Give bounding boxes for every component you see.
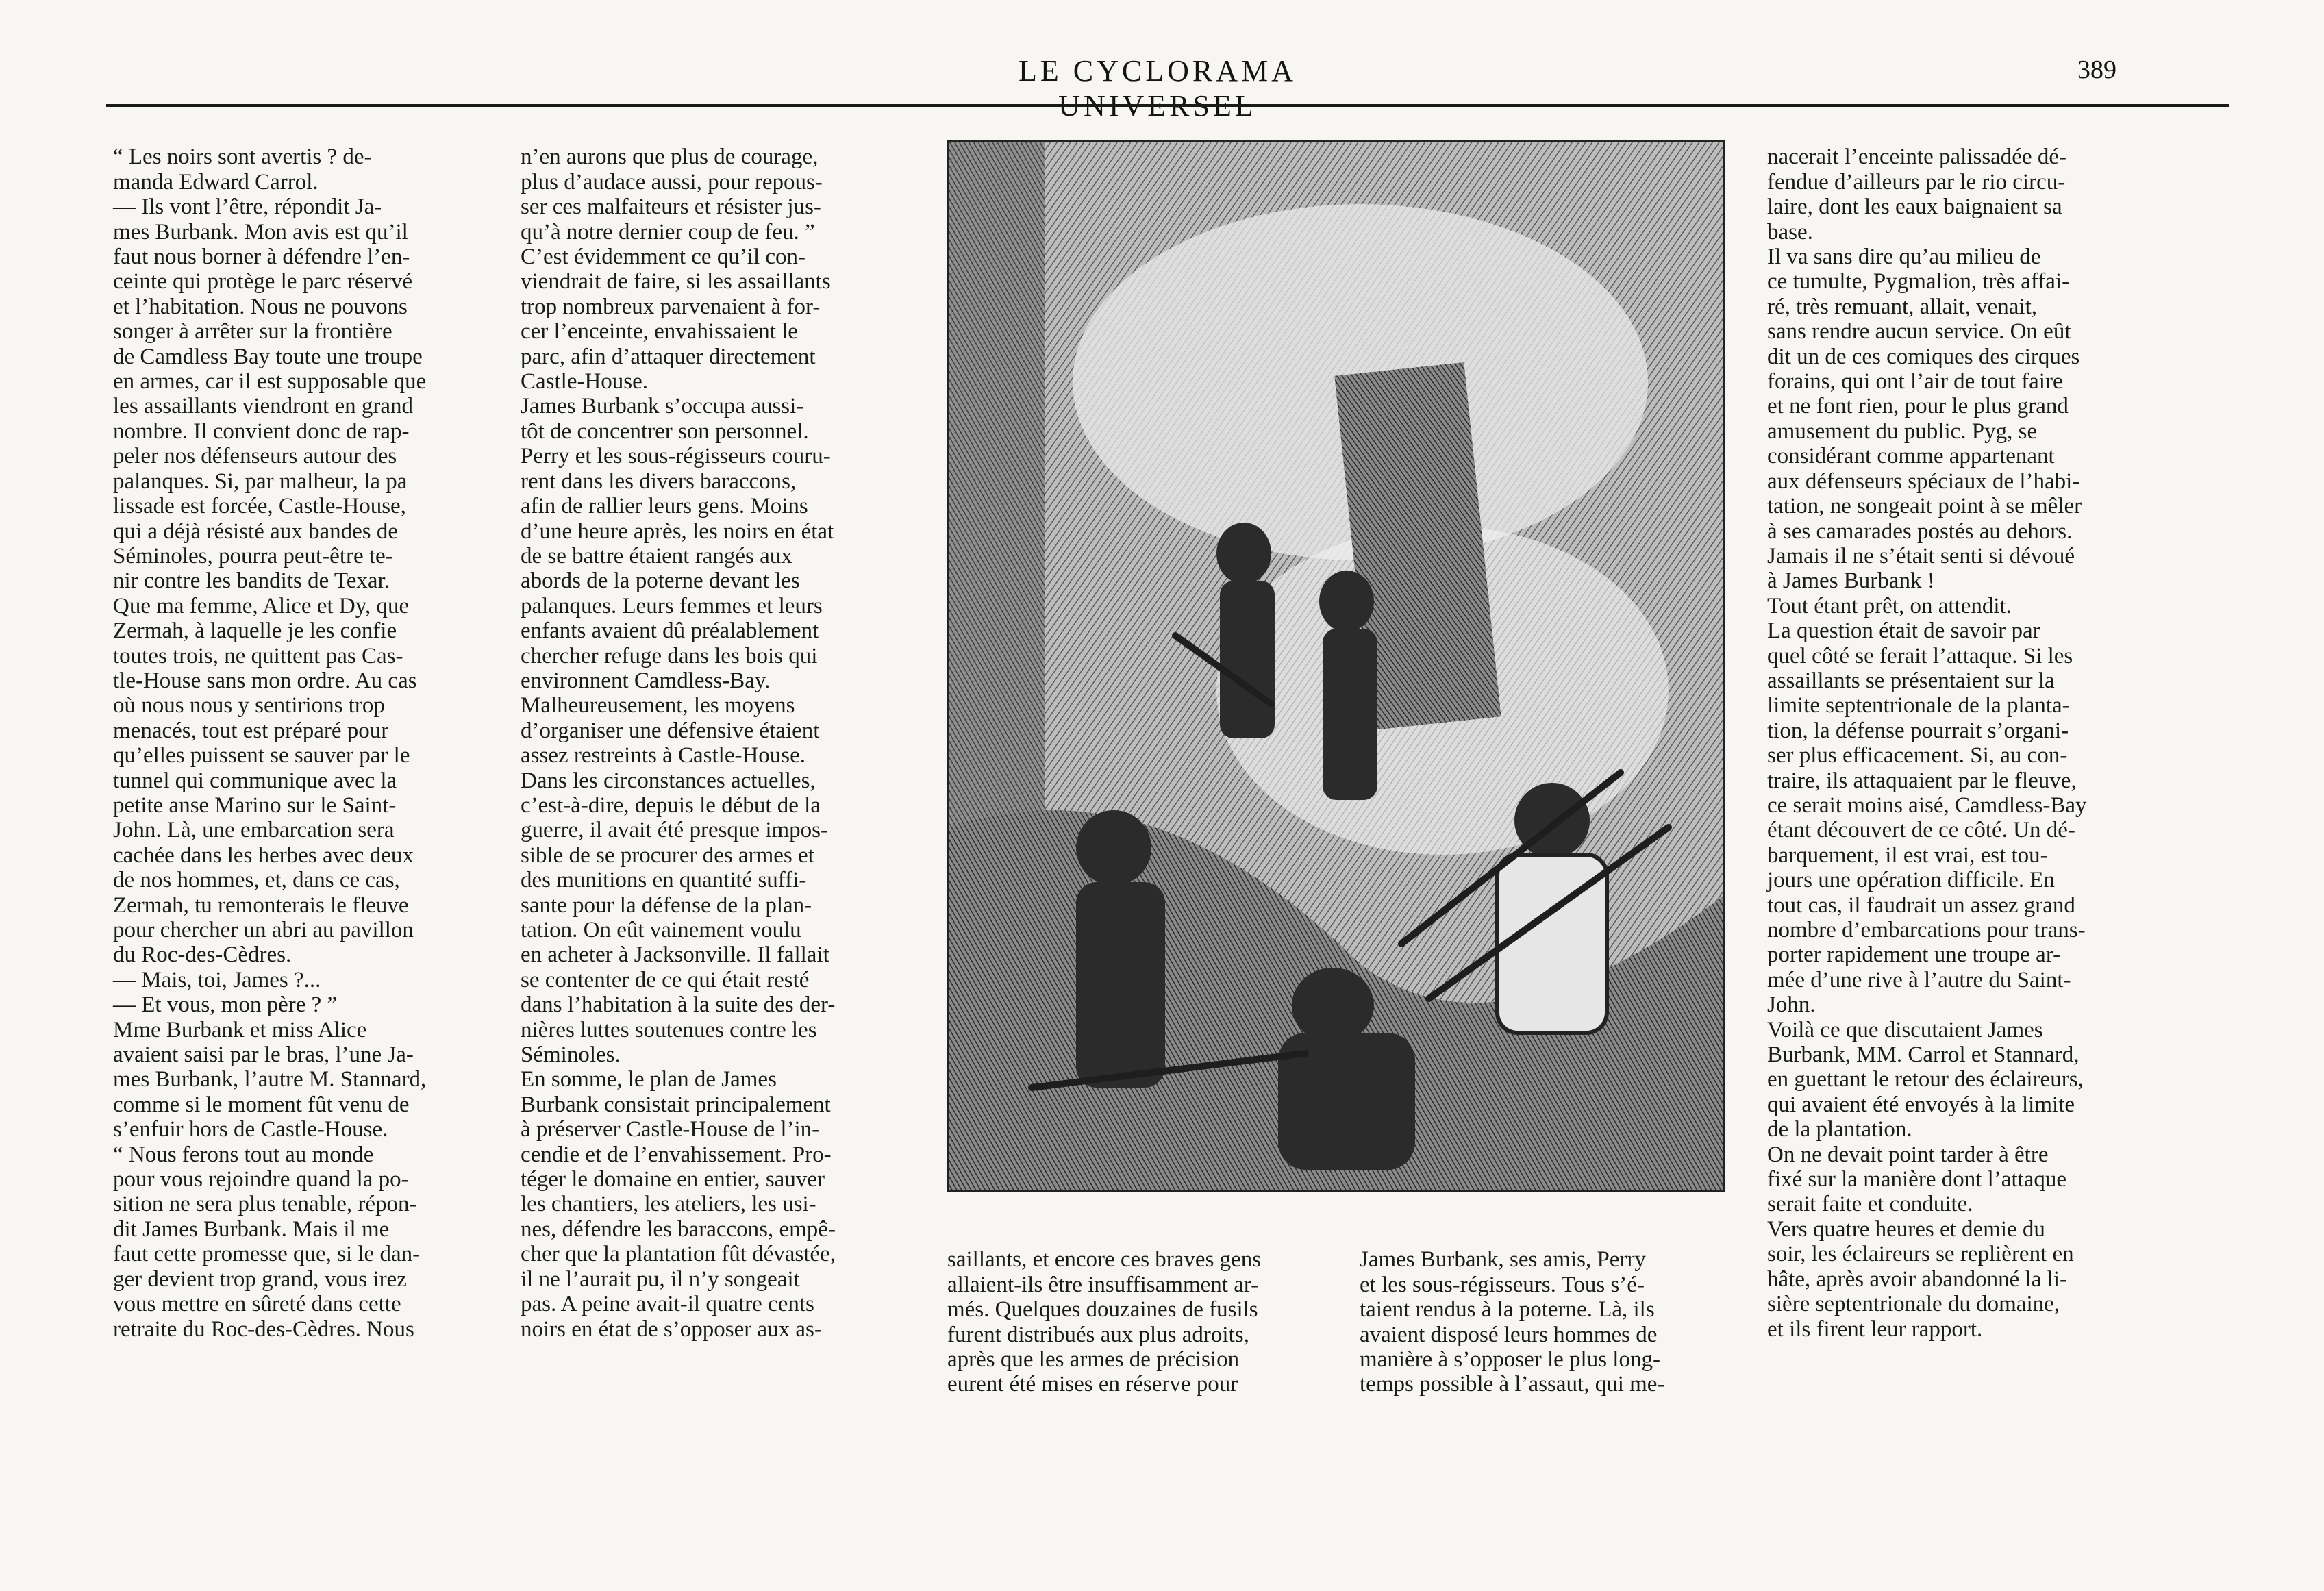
text-column-1 — [113, 120, 497, 1366]
text-column-5 — [1767, 120, 2147, 1366]
header-rule — [106, 104, 2229, 107]
page-number: 389 — [2077, 55, 2116, 84]
column-5-text: nacerait l’enceinte palissadée dé- fendue d’ailleurs par le rio circu- laire, dont les eaux baignaient sa base. Il va sans dire qu’au milieu de ce tumulte, Pygmalion, très affai- ré, très remuant, allait, venait, sans rendre aucun service. On eût dit un de ces comiques des cirques forains, qui ont l’air de tout faire et ne font rien, pour le plus grand amusement du public. Pyg, se considérant comme appartenant aux défenseurs spéciaux de l’habi- tation, ne songeait point à se mêler à ses camarades postés au dehors. Jamais il ne s’était senti si dévoué à James Burbank ! Tout étant prêt, on attendit. La question était de savoir par quel côté se ferait l’attaque. Si les assaillants se présentaient sur la limite septentrionale de la planta- tion, la défense pourrait s’organi- ser plus efficacement. Si, au con- traire, ils attaquaient par le fleuve, ce serait moins aisé, Camdless-Bay étant découvert de ce côté. Un dé- barquement, il est vrai, est tou- jours une opération difficile. En tout cas, il faudrait un assez grand nombre d’embarcations pour trans- porter rapidement une troupe ar- mée d’une rive à l’autre du Saint- John. Voilà ce que discutaient James Burbank, MM. Carrol et Stannard, en guettant le retour des éclaireurs, qui avaient été envoyés à la limite de la plantation. On ne devait point tarder à être fixé sur la manière dont l’attaque serait faite et conduite. Vers quatre heures et demie du soir, les éclaireurs se replièrent en hâte, après avoir abandonné la li- sière septentrionale du domaine, et ils firent leur rapport. — [1767, 145, 2087, 1342]
column-1-text: “ Les noirs sont avertis ? de- manda Edward Carrol. — Ils vont l’être, répondit Ja- mes Burbank. Mon avis est qu’il faut nous borner à défendre l’en- ceinte qui protège le parc réservé et l’habitation. Nous ne pouvons songer à arrêter sur la frontière de Camdless Bay toute une troupe en armes, car il est supposable que les assaillants viendront en grand nombre. Il convient donc de rap- peler nos défenseurs autour des palanques. Si, par malheur, la pa lissade est forcée, Castle-House, qui a déjà résisté aux bandes de Séminoles, pourra peut-être te- nir contre les bandits de Texar. Que ma femme, Alice et Dy, que Zermah, à laquelle je les confie toutes trois, ne quittent pas Cas- tle-House sans mon ordre. Au cas où nous nous y sentirions trop menacés, tout est préparé pour qu’elles puissent se sauver par le tunnel qui communique avec la petite anse Marino sur le Saint- John. Là, une embarcation sera cachée dans les herbes avec deux de nos hommes, et, dans ce cas, Zermah, tu remonterais le fleuve pour chercher un abri au pavillon du Roc-des-Cèdres. — Mais, toi, James ?... — Et vous, mon père ? ” Mme Burbank et miss Alice avaient saisi par le bras, l’une Ja- mes Burbank, l’autre M. Stannard, comme si le moment fût venu de s’enfuir hors de Castle-House. “ Nous ferons tout au monde pour vous rejoindre quand la po- sition ne sera plus tenable, répon- dit James Burbank. Mais il me faut cette promesse que, si le dan- ger devient trop grand, vous irez vous mettre en sûreté dans cette retraite du Roc-des-Cèdres. Nous — [113, 145, 427, 1342]
text-column-4 — [1360, 1223, 1740, 1422]
column-3-text: saillants, et encore ces braves gens allaient-ils être insuffisamment ar- més. Quelques douzaines de fusils furent distribués aux plus adroits, après que les armes de précision eurent été mises en réserve pour — [947, 1247, 1262, 1397]
column-4-text: James Burbank, ses amis, Perry et les sous-régisseurs. Tous s’é- taient rendus à la poterne. Là, ils avaient disposé leurs hommes de manière à s’opposer le plus long- temps possible à l’assaut, qui me- — [1360, 1247, 1665, 1397]
text-column-2 — [521, 120, 914, 1366]
battle-scene-icon — [949, 142, 1723, 1190]
text-column-3 — [947, 1223, 1334, 1422]
running-title: LE CYCLORAMA UNIVERSEL — [1019, 54, 1297, 123]
engraving-illustration — [947, 140, 1725, 1192]
column-2-text: n’en aurons que plus de courage, plus d’audace aussi, pour repous- ser ces malfaiteurs et résister jus- qu’à notre dernier coup de feu. ” C’est évidemment ce qu’il con- viendrait de faire, si les assaillants trop nombreux parvenaient à for- cer l’enceinte, envahissaient le parc, afin d’attaquer directement Castle-House. James Burbank s’occupa aussi- tôt de concentrer son personnel. Perry et les sous-régisseurs couru- rent dans les divers baraccons, afin de rallier leurs gens. Moins d’une heure après, les noirs en état de se battre étaient rangés aux abords de la poterne devant les palanques. Leurs femmes et leurs enfants avaient dû préalablement chercher refuge dans les bois qui environnent Camdless-Bay. Malheureusement, les moyens d’organiser une défensive étaient assez restreints à Castle-House. Dans les circonstances actuelles, c’est-à-dire, depuis le début de la guerre, il avait été presque impos- sible de se procurer des armes et des munitions en quantité suffi- sante pour la défense de la plan- tation. On eût vainement voulu en acheter à Jacksonville. Il fallait se contenter de ce qui était resté dans l’habitation à la suite des der- nières luttes soutenues contre les Séminoles. En somme, le plan de James Burbank consistait principalement à préserver Castle-House de l’in- cendie et de l’envahissement. Pro- téger le domaine en entier, sauver les chantiers, les ateliers, les usi- nes, défendre les baraccons, empê- cher que la plantation fût dévastée, il ne l’aurait pu, il n’y songeait pas. A peine avait-il quatre cents noirs en état de s’opposer aux as- — [521, 145, 836, 1342]
